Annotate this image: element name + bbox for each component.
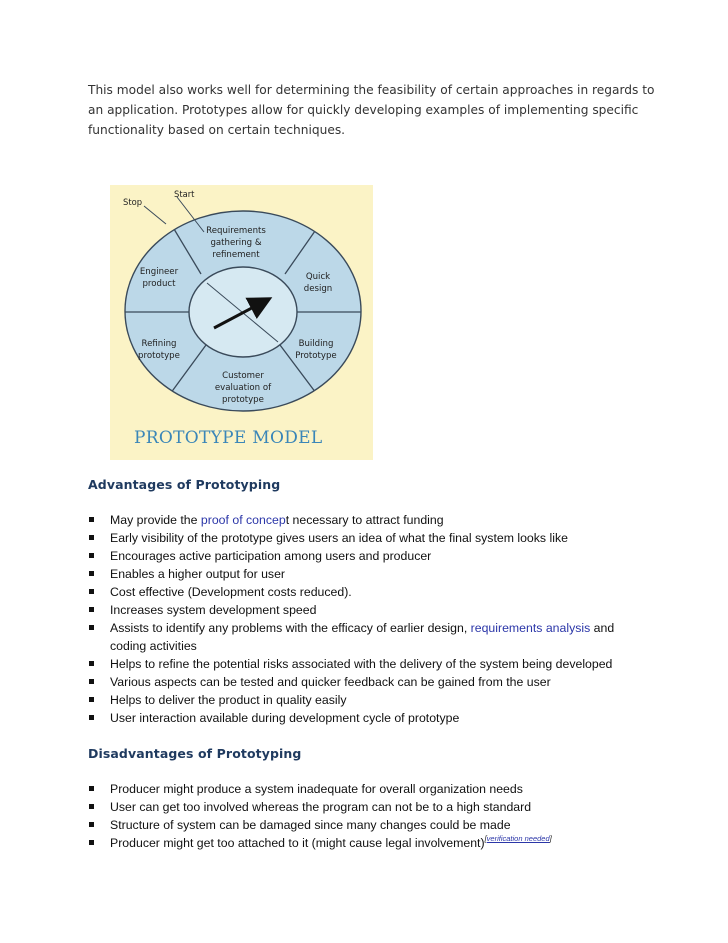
advantages-item-text: Assists to identify any problems with the efficacy of earlier design,: [110, 621, 471, 635]
advantages-item-text: May provide the: [110, 513, 201, 527]
square-bullet-icon: [89, 571, 94, 576]
advantages-item-text: Early visibility of the prototype gives users an idea of what the final system looks like: [110, 531, 568, 545]
advantages-item-text: User interaction available during development cycle of prototype: [110, 711, 460, 725]
advantages-item: [88, 655, 648, 673]
requirements-label-2: gathering &: [210, 238, 262, 248]
square-bullet-icon: [89, 517, 94, 522]
refining-label-2: prototype: [138, 351, 180, 361]
advantages-item-text: Increases system development speed: [110, 603, 317, 617]
advantages-item-text: Enables a higher output for user: [110, 567, 286, 581]
advantages-item-text: Helps to deliver the product in quality easily: [110, 693, 347, 707]
square-bullet-icon: [89, 822, 94, 827]
advantages-item: [88, 619, 648, 655]
advantages-item-text: Helps to refine the potential risks associated with the delivery of the system being developed: [110, 657, 613, 671]
disadvantages-heading: Disadvantages of Prototyping: [88, 746, 302, 761]
quick-design-label-2: design: [303, 284, 333, 294]
citation-bracket: ]: [549, 834, 552, 843]
start-label: Start: [174, 189, 195, 199]
disadvantages-item: [88, 816, 648, 834]
advantages-item: [88, 691, 648, 709]
square-bullet-icon: [89, 535, 94, 540]
diagram-caption: PROTOTYPE MODEL: [134, 428, 323, 448]
square-bullet-icon: [89, 625, 94, 630]
square-bullet-icon: [89, 840, 94, 845]
disadvantages-item: [88, 780, 648, 798]
requirements-label-1: Requirements: [206, 226, 266, 236]
disadvantages-item-text: Producer might get too attached to it (might cause legal involvement): [110, 836, 485, 850]
citation-needed-note: [485, 834, 552, 843]
diagram-svg: [110, 185, 373, 460]
intro-paragraph: This model also works well for determining the feasibility of certain approaches in regards to an application. Prototypes allow for quickly developing examples of implementing specific functionality based on certain techniques.: [88, 83, 655, 137]
square-bullet-icon: [89, 786, 94, 791]
verification-needed-link[interactable]: verification needed: [486, 834, 550, 843]
building-label-2: Prototype: [295, 351, 337, 361]
advantages-item: [88, 547, 648, 565]
advantages-item: [88, 673, 648, 691]
advantages-item: [88, 565, 648, 583]
advantages-heading: Advantages of Prototyping: [88, 477, 281, 492]
refining-label-1: Refining: [141, 339, 177, 349]
advantages-item-text: Encourages active participation among users and producer: [110, 549, 432, 563]
advantages-item-text: t necessary to attract funding: [285, 513, 444, 527]
customer-label-2: evaluation of: [214, 383, 272, 393]
disadvantages-item: [88, 834, 648, 852]
advantages-item-text: Cost effective (Development costs reduced).: [110, 585, 352, 599]
square-bullet-icon: [89, 697, 94, 702]
advantages-item-link[interactable]: proof of concep: [200, 513, 286, 527]
building-label-1: Building: [298, 339, 334, 349]
advantages-item-text: and coding activities: [110, 621, 615, 653]
advantages-item: [88, 601, 648, 619]
square-bullet-icon: [89, 679, 94, 684]
disadvantages-list: [88, 780, 648, 852]
square-bullet-icon: [89, 607, 94, 612]
quick-design-label-1: Quick: [305, 272, 331, 282]
customer-label-1: Customer: [222, 371, 264, 381]
disadvantages-item: [88, 798, 648, 816]
stop-label: Stop: [123, 197, 143, 207]
disadvantages-item-text: User can get too involved whereas the program can not be to a high standard: [110, 800, 532, 814]
square-bullet-icon: [89, 715, 94, 720]
engineer-label-2: product: [142, 279, 176, 289]
advantages-item-link[interactable]: requirements analysis: [470, 621, 591, 635]
square-bullet-icon: [89, 589, 94, 594]
engineer-label-1: Engineer: [139, 267, 179, 277]
square-bullet-icon: [89, 804, 94, 809]
prototype-model-diagram: [110, 185, 373, 460]
disadvantages-item-text: Structure of system can be damaged since many changes could be made: [110, 818, 511, 832]
advantages-item: [88, 583, 648, 601]
requirements-label-3: refinement: [212, 250, 260, 260]
advantages-item: [88, 709, 648, 727]
advantages-item: [88, 511, 648, 529]
square-bullet-icon: [89, 553, 94, 558]
advantages-list: [88, 511, 648, 727]
advantages-item-text: Various aspects can be tested and quicker feedback can be gained from the user: [110, 675, 551, 689]
disadvantages-item-text: Producer might produce a system inadequate for overall organization needs: [110, 782, 523, 796]
customer-label-3: prototype: [222, 395, 264, 405]
advantages-item: [88, 529, 648, 547]
square-bullet-icon: [89, 661, 94, 666]
citation-bracket: [: [484, 834, 487, 843]
